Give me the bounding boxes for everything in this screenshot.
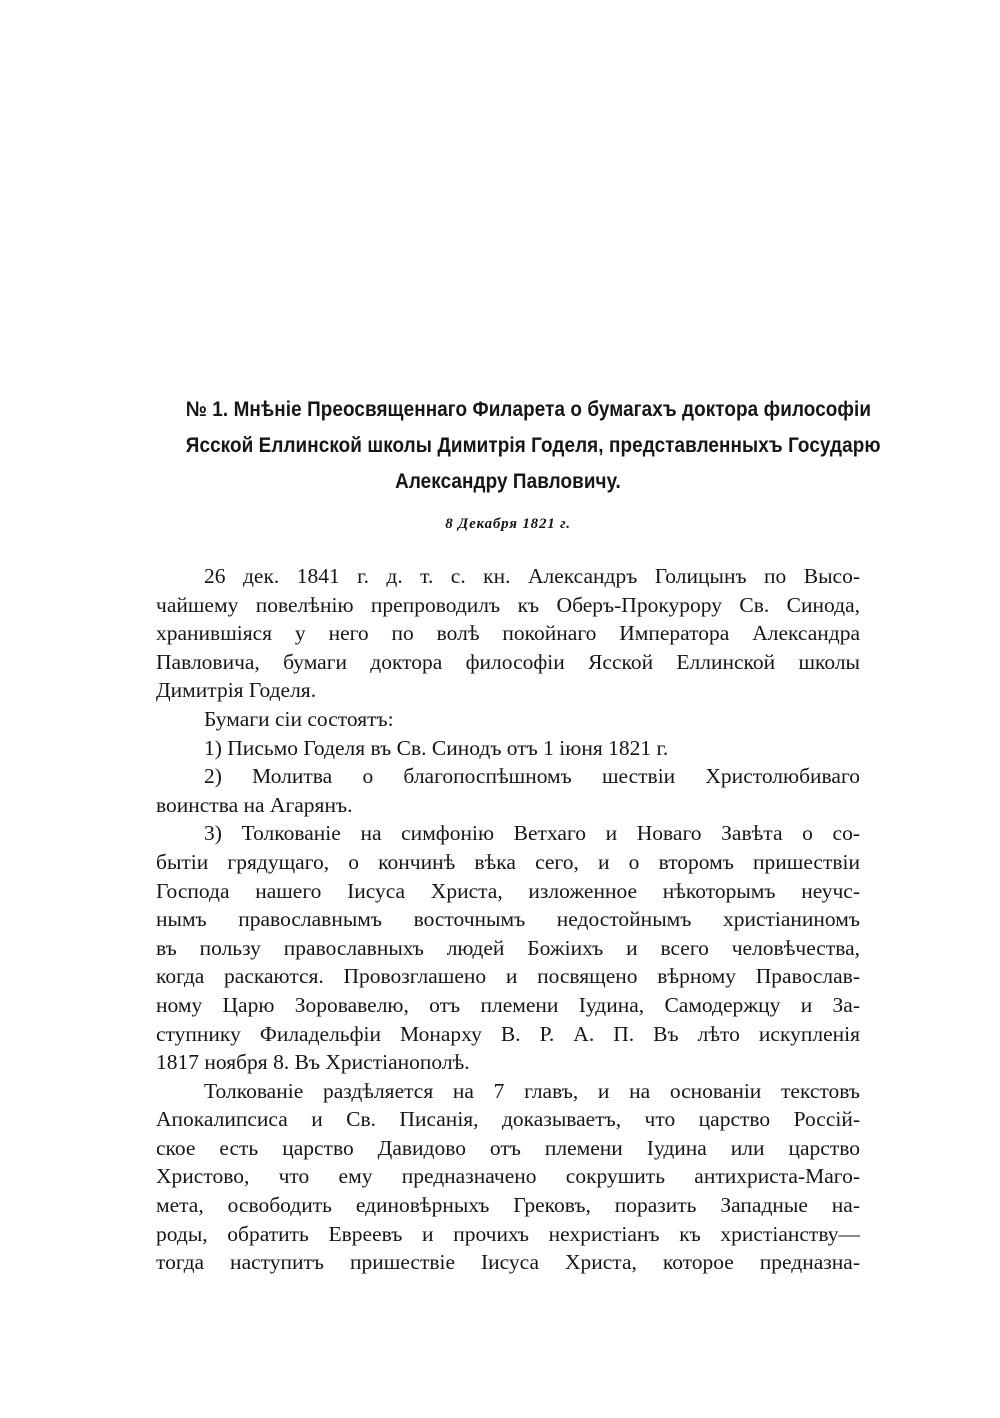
body-line: Бумаги сіи состоятъ: [204, 706, 394, 731]
body-line: тогда наступитъ пришествіе Іисуса Христа, которое предназна- [156, 1250, 860, 1275]
body-line: 3) Толкованіе на симфонію Ветхаго и Новаго Завѣта о со- [204, 821, 860, 846]
document-date: 8 Декабря 1821 г. [445, 516, 571, 532]
body-line: 2) Молитва о благопоспѣшномъ шествіи Христолюбиваго [204, 764, 860, 789]
body-line: Апокалипсиса и Св. Писанія, доказываетъ, что царство Россій- [156, 1107, 860, 1132]
heading-line-1: № 1. Мнѣніе Преосвященнаго Филарета о бумагахъ доктора философіи [185, 398, 872, 421]
document-heading [185, 392, 881, 500]
body-line: ступнику Филадельфіи Монарху В. Р. А. П. Въ лѣто искупленія [156, 1021, 860, 1046]
document-body [156, 562, 860, 1277]
body-line: воинства на Агарянъ. [156, 792, 353, 817]
body-line: 26 дек. 1841 г. д. т. с. кн. Александръ Голицынъ по Высо- [204, 564, 860, 588]
body-line: въ пользу православныхъ людей Божіихъ и всего человѣчества, [156, 935, 860, 960]
body-line: Господа нашего Іисуса Христа, изложенное нѣкоторымъ неучс- [156, 878, 860, 903]
heading-line-2: Ясской Еллинской школы Димитрія Годеля, представленныхъ Государю [185, 434, 881, 457]
body-line: Толкованіе раздѣляется на 7 главъ, и на основаніи текстовъ [204, 1078, 860, 1103]
body-line: нымъ православнымъ восточнымъ недостойнымъ христіаниномъ [156, 907, 860, 932]
body-line: ному Царю Зоровавелю, отъ племени Іудина, Самодержцу и За- [156, 992, 860, 1017]
body-line: когда раскаются. Провозглашено и посвящено вѣрному Православ- [156, 964, 860, 989]
body-line: бытіи грядущаго, о кончинѣ вѣка сего, и о второмъ пришествіи [156, 849, 860, 874]
body-line: Павловича, бумаги доктора философіи Ясской Еллинской школы [156, 649, 860, 674]
body-line: чайшему повелѣнію препроводилъ къ Оберъ-Прокурору Св. Синода, [156, 592, 860, 617]
body-line: мета, освободить единовѣрныхъ Грековъ, поразить Западные на- [156, 1193, 860, 1218]
body-line: ское есть царство Давидово отъ племени Іудина или царство [156, 1135, 860, 1160]
body-line: хранившіяся у него по волѣ покойнаго Императора Александра [156, 621, 860, 646]
body-line: роды, обратить Евреевъ и прочихъ нехристіанъ къ христіанству— [156, 1221, 860, 1246]
body-line: Димитрія Годеля. [156, 678, 317, 703]
body-line: 1) Письмо Годеля въ Св. Синодъ отъ 1 іюня 1821 г. [204, 735, 669, 760]
body-line: 1817 ноября 8. Въ Христіанополѣ. [156, 1050, 470, 1075]
body-line: Христово, что ему предназначено сокрушить антихриста-Маго- [156, 1164, 860, 1189]
heading-line-3: Александру Павловичу. [395, 470, 621, 493]
